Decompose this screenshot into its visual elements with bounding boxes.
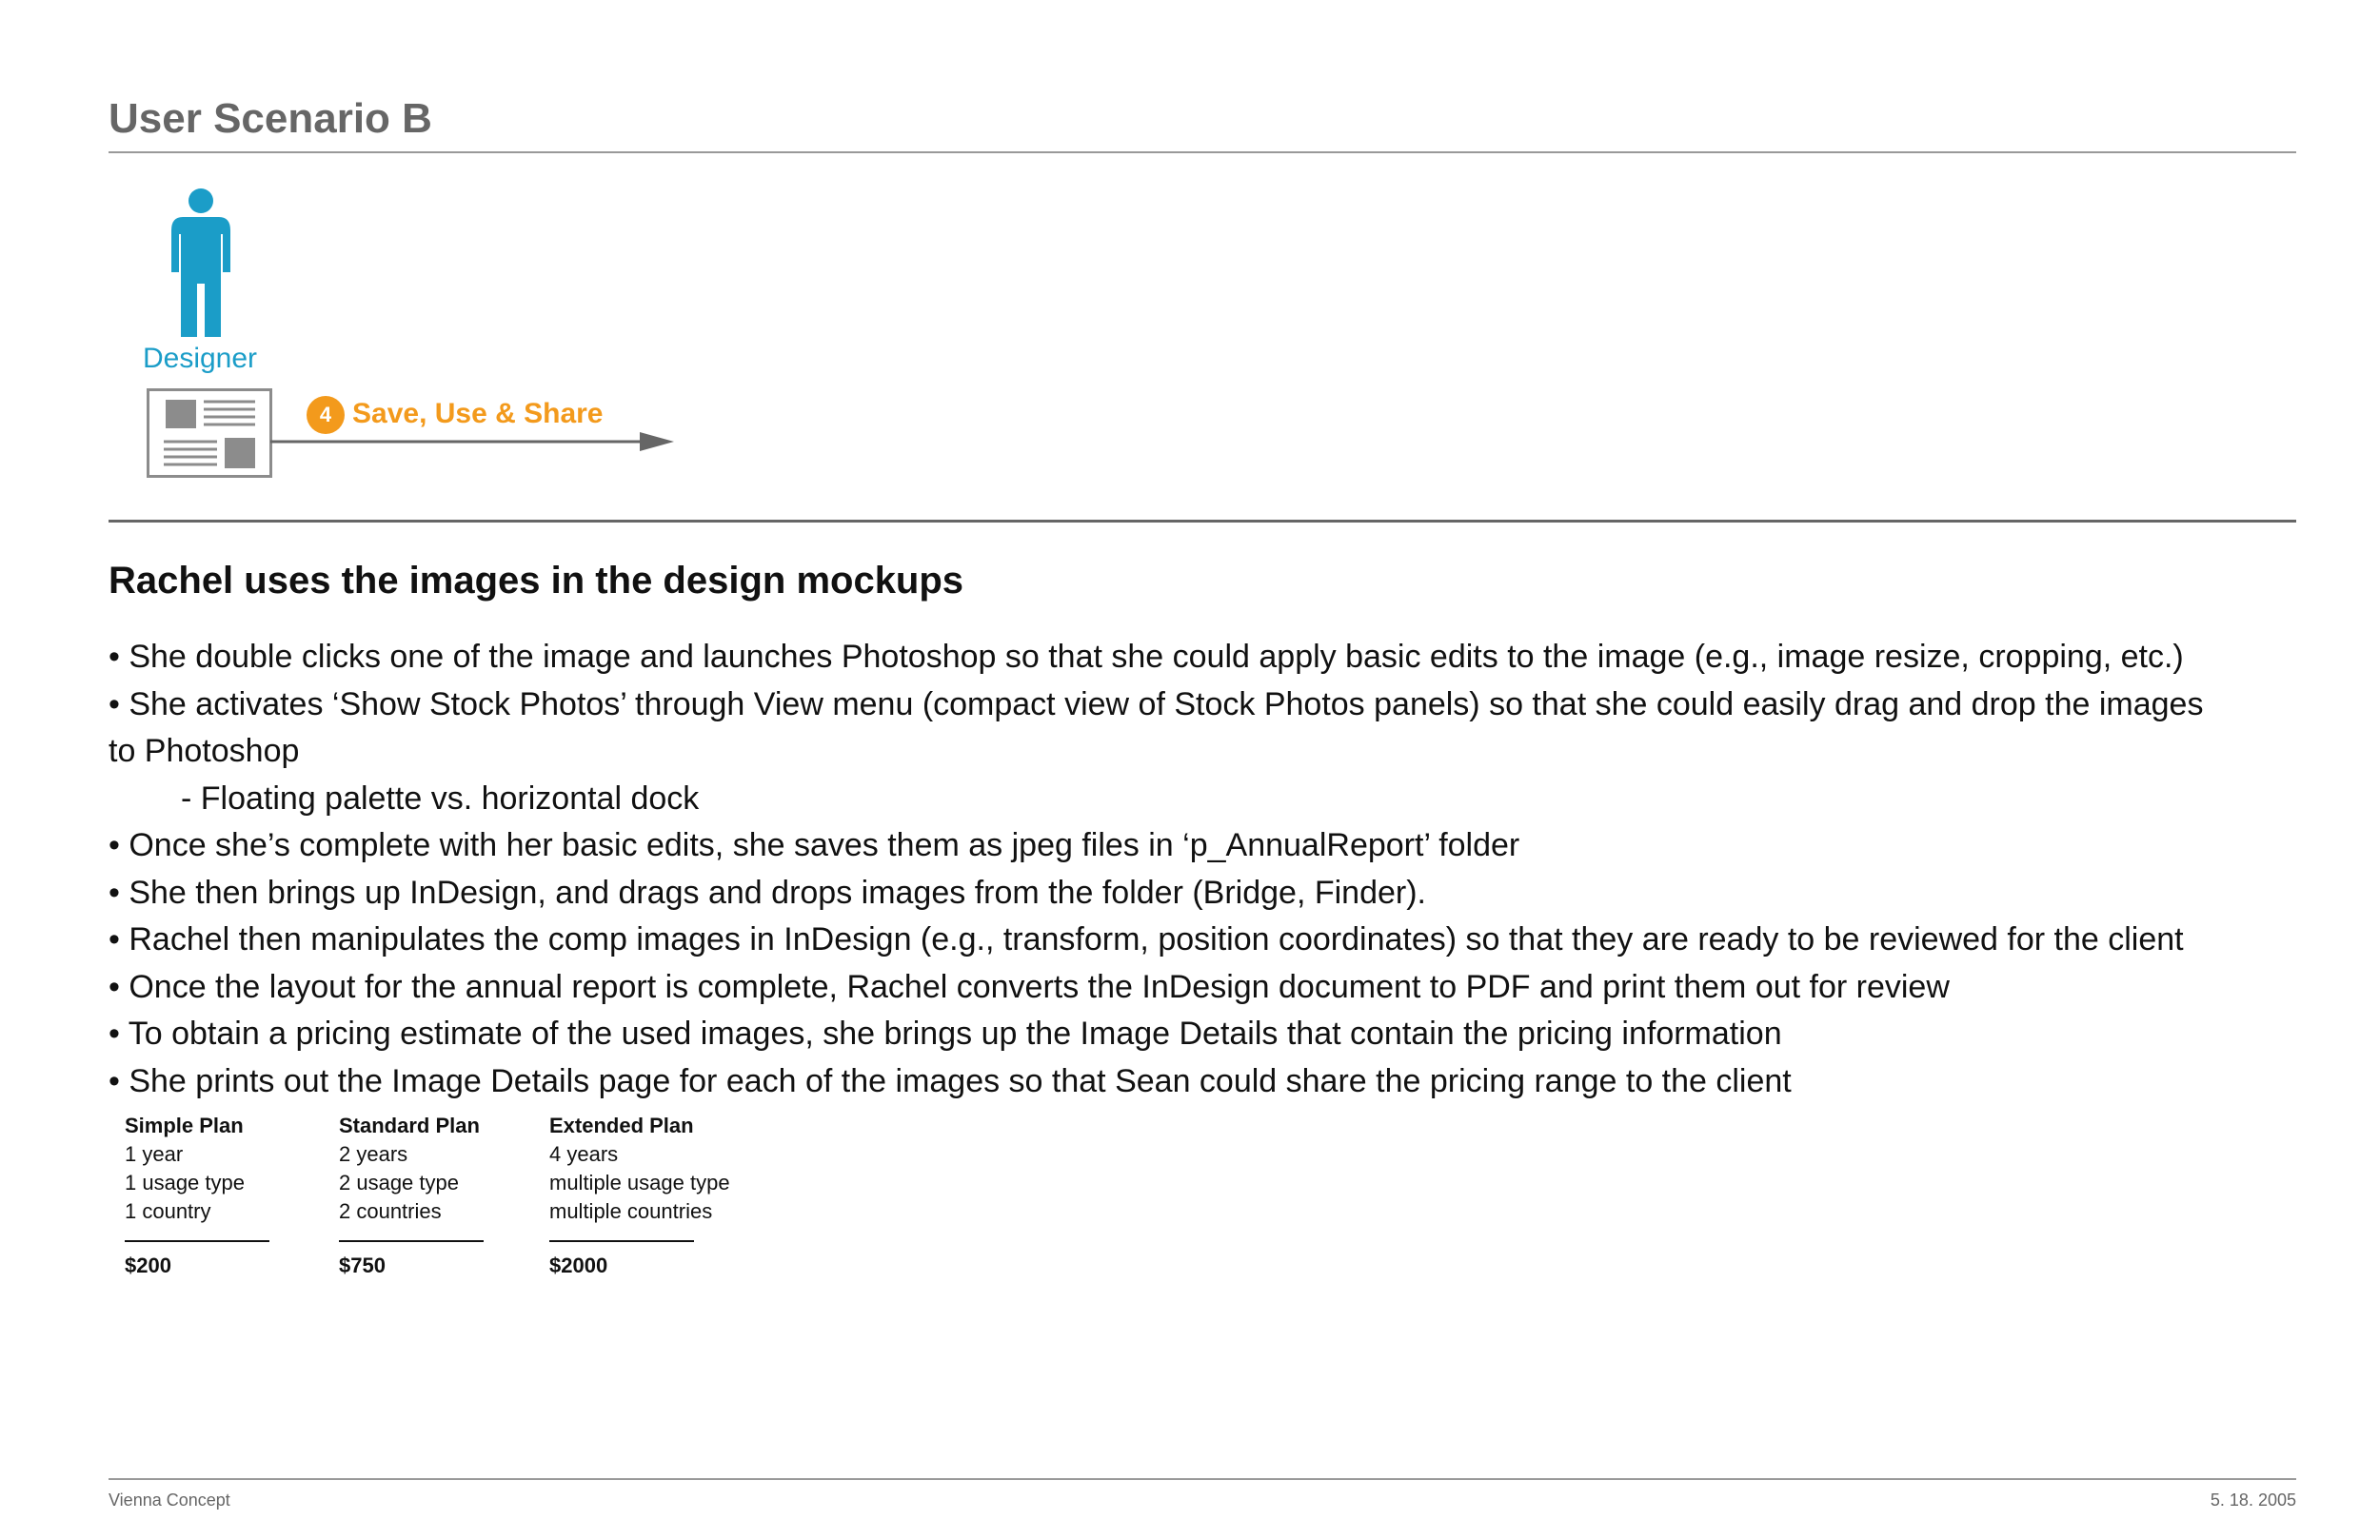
plan-name: Extended Plan: [549, 1114, 694, 1137]
plan-detail: multiple countries: [549, 1199, 713, 1223]
plan-detail: 4 years: [549, 1142, 619, 1166]
footer-date: 5. 18. 2005: [2210, 1491, 2296, 1510]
plan-detail: 2 countries: [339, 1199, 442, 1223]
persona-label: Designer: [142, 343, 258, 374]
plan-extended: [549, 1112, 730, 1280]
document-icon: [147, 388, 272, 478]
bullet-item-continuation: to Photoshop: [109, 733, 300, 769]
person-icon: [169, 188, 232, 337]
bullet-item: • She prints out the Image Details page for each of the images so that Sean could share the pricing range to the client: [109, 1062, 1792, 1099]
bullet-item: • She then brings up InDesign, and drags and drops images from the folder (Bridge, Finder).: [109, 874, 1426, 911]
plan-name: Simple Plan: [125, 1114, 244, 1137]
bullet-item: • She double clicks one of the image and launches Photoshop so that she could apply basic edits to the image (e.g., image resize, cropping, etc.): [109, 639, 2184, 675]
bullet-item: • She activates ‘Show Stock Photos’ through View menu (compact view of Stock Photos panels) so that she could easily drag and drop the images: [109, 685, 2204, 722]
plan-detail: 1 usage type: [125, 1171, 245, 1194]
plan-detail: 2 years: [339, 1142, 408, 1166]
plan-price: $750: [339, 1254, 386, 1277]
scenario-bullet-list: [109, 634, 2289, 1105]
bullet-item: • Once she’s complete with her basic edits, she saves them as jpeg files in ‘p_AnnualReport’ folder: [109, 827, 1520, 863]
plan-price: $200: [125, 1254, 171, 1277]
plan-name: Standard Plan: [339, 1114, 480, 1137]
plan-price: $2000: [549, 1254, 608, 1277]
page-title: User Scenario B: [109, 95, 432, 142]
title-divider: [109, 151, 2296, 153]
plan-standard: [339, 1112, 484, 1280]
section-heading: Rachel uses the images in the design mockups: [109, 560, 964, 602]
footer-project-name: Vienna Concept: [109, 1491, 230, 1510]
plan-simple: [125, 1112, 269, 1280]
step-number-badge: 4: [307, 396, 345, 434]
plan-detail: 1 country: [125, 1199, 211, 1223]
plan-divider: [125, 1240, 269, 1242]
plan-detail: 1 year: [125, 1142, 184, 1166]
plan-divider: [339, 1240, 484, 1242]
bullet-item: • Rachel then manipulates the comp images in InDesign (e.g., transform, position coordinates) so that they are ready to be reviewed for the client: [109, 921, 2184, 958]
flow-arrow-icon: [270, 430, 674, 453]
bullet-item: • To obtain a pricing estimate of the used images, she brings up the Image Details that contain the pricing information: [109, 1016, 1782, 1052]
plan-divider: [549, 1240, 694, 1242]
bullet-sub-item: - Floating palette vs. horizontal dock: [181, 780, 700, 817]
bullet-item: • Once the layout for the annual report is complete, Rachel converts the InDesign document to PDF and print them out for review: [109, 968, 1950, 1005]
plan-detail: 2 usage type: [339, 1171, 459, 1194]
section-divider: [109, 520, 2296, 523]
footer-divider: [109, 1478, 2296, 1480]
plan-detail: multiple usage type: [549, 1171, 730, 1194]
step-label: Save, Use & Share: [352, 398, 604, 429]
